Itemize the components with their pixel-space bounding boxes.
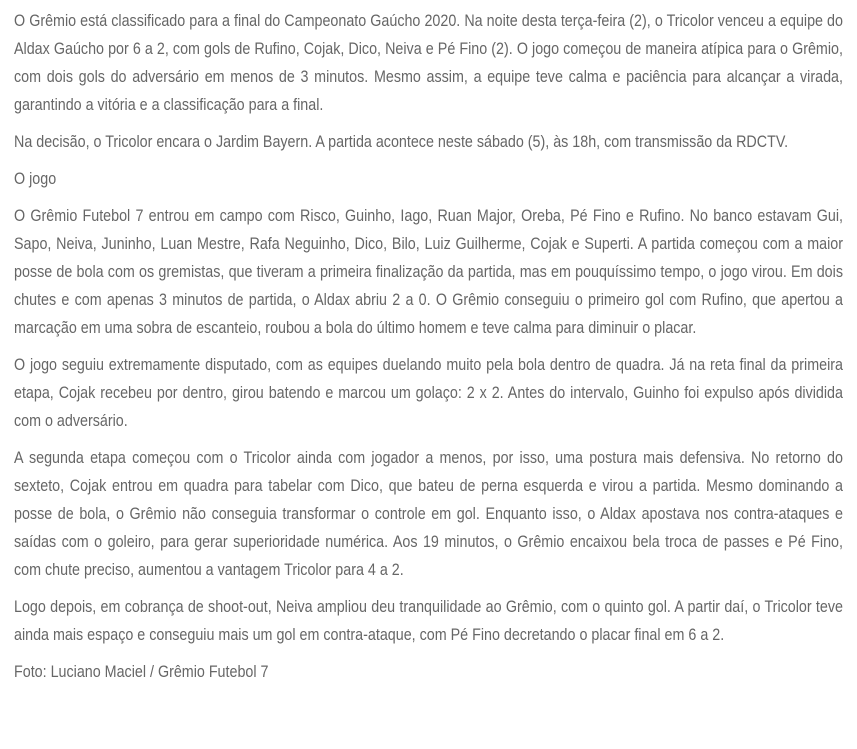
intro-paragraph-2: Na decisão, o Tricolor encara o Jardim Bayern. A partida acontece neste sábado (5), às 18h, com transmissão da RDCTV. — [14, 132, 789, 151]
body-paragraph-2: O jogo seguiu extremamente disputado, com as equipes duelando muito pela bola dentro de quadra. Já na reta final da primeira etapa, Cojak recebeu por dentro, girou batendo e marcou um golaço: 2 x 2. Antes do intervalo, Guinho foi expulso após dividida com o adversário. — [14, 355, 843, 430]
body-paragraph-4: Logo depois, em cobrança de shoot-out, Neiva ampliou deu tranquilidade ao Grêmio, com o quinto gol. A partir daí, o Tricolor teve ainda mais espaço e conseguiu mais um gol em contra-ataque, com Pé Fino decretando o placar final em 6 a 2. — [14, 597, 843, 644]
body-paragraph-1: O Grêmio Futebol 7 entrou em campo com Risco, Guinho, Iago, Ruan Major, Oreba, Pé Fino e Rufino. No banco estavam Gui, Sapo, Neiva, Juninho, Luan Mestre, Rafa Neguinho, Dico, Bilo, Luiz Guilherme, Cojak e Superti. A partida começou com a maior posse de bola com os gremistas, que tiveram a primeira finalização da partida, mas em pouquíssimo tempo, o jogo virou. Em dois chutes e com apenas 3 minutos de partida, o Aldax abriu 2 a 0. O Grêmio conseguiu o primeiro gol com Rufino, que apertou a marcação em uma sobra de escanteio, roubou a bola do último homem e teve calma para diminuir o placar. — [14, 206, 843, 337]
intro-paragraph-1: O Grêmio está classificado para a final do Campeonato Gaúcho 2020. Na noite desta terça-feira (2), o Tricolor venceu a equipe do Aldax Gaúcho por 6 a 2, com gols de Rufino, Cojak, Dico, Neiva e Pé Fino (2). O jogo começou de maneira atípica para o Grêmio, com dois gols do adversário em menos de 3 minutos. Mesmo assim, a equipe teve calma e paciência para alcançar a virada, garantindo a vitória e a classificação para a final. — [14, 11, 843, 114]
body-paragraph-3: A segunda etapa começou com o Tricolor ainda com jogador a menos, por isso, uma postura mais defensiva. No retorno do sexteto, Cojak entrou em quadra para tabelar com Dico, que bateu de perna esquerda e virou a partida. Mesmo dominando a posse de bola, o Grêmio não conseguia transformar o controle em gol. Enquanto isso, o Aldax apostava nos contra-ataques e saídas com o goleiro, para gerar superioridade numérica. Aos 19 minutos, o Grêmio encaixou bela troca de passes e Pé Fino, com chute preciso, aumentou a vantagem Tricolor para 4 a 2. — [14, 448, 843, 579]
article-text-column — [14, 7, 843, 686]
photo-credit: Foto: Luciano Maciel / Grêmio Futebol 7 — [14, 662, 269, 681]
section-heading: O jogo — [14, 169, 57, 188]
